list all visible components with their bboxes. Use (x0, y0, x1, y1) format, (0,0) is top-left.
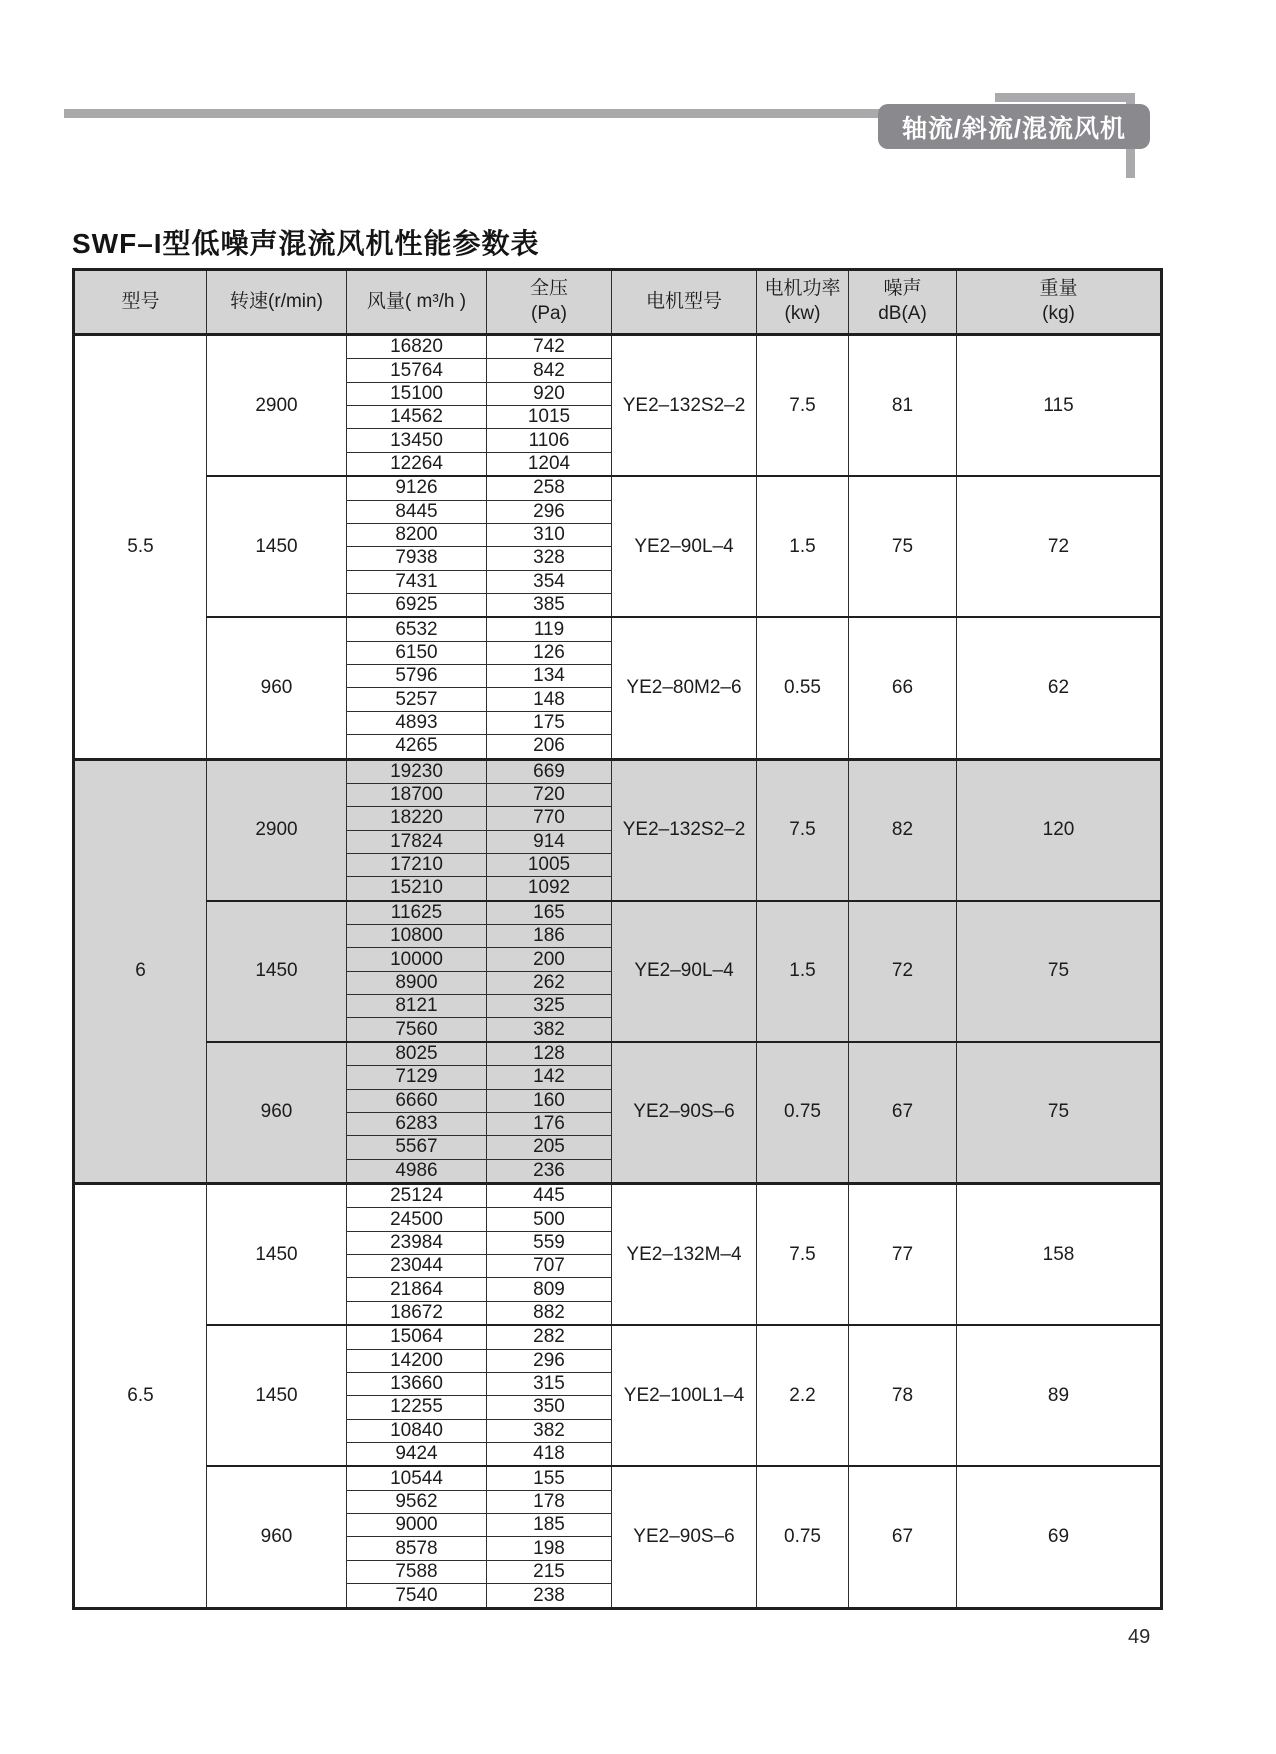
weight-cell: 69 (957, 1466, 1162, 1608)
category-banner: 轴流/斜流/混流风机 (878, 104, 1150, 149)
airflow-cell: 5796 (347, 665, 487, 688)
motor-model-cell: YE2–132S2–2 (612, 759, 757, 901)
weight-cell: 72 (957, 476, 1162, 617)
airflow-cell: 7129 (347, 1066, 487, 1089)
airflow-cell: 6532 (347, 617, 487, 641)
weight-cell: 75 (957, 901, 1162, 1042)
airflow-cell: 12264 (347, 452, 487, 476)
pressure-cell: 914 (487, 830, 612, 853)
col-header-airflow: 风量( m³/h ) (347, 270, 487, 335)
airflow-cell: 5257 (347, 688, 487, 711)
airflow-cell: 7560 (347, 1018, 487, 1042)
speed-cell: 960 (207, 1042, 347, 1184)
airflow-cell: 9562 (347, 1490, 487, 1513)
airflow-cell: 11625 (347, 901, 487, 925)
airflow-cell: 23984 (347, 1231, 487, 1254)
pressure-cell: 205 (487, 1136, 612, 1159)
table-row (74, 1184, 1162, 1208)
pressure-cell: 175 (487, 711, 612, 734)
pressure-cell: 198 (487, 1537, 612, 1560)
table-row (74, 1325, 1162, 1349)
motor-power-cell: 0.55 (757, 617, 849, 759)
pressure-cell: 385 (487, 593, 612, 617)
pressure-cell: 809 (487, 1278, 612, 1301)
airflow-cell: 4265 (347, 735, 487, 759)
pressure-cell: 354 (487, 570, 612, 593)
pressure-cell: 134 (487, 665, 612, 688)
airflow-cell: 6283 (347, 1112, 487, 1135)
pressure-cell: 707 (487, 1255, 612, 1278)
pressure-cell: 770 (487, 807, 612, 830)
airflow-cell: 23044 (347, 1255, 487, 1278)
pressure-cell: 382 (487, 1018, 612, 1042)
table-container (72, 268, 1163, 1610)
noise-cell: 78 (849, 1325, 957, 1466)
pressure-cell: 186 (487, 925, 612, 948)
airflow-cell: 8025 (347, 1042, 487, 1066)
airflow-cell: 17824 (347, 830, 487, 853)
pressure-cell: 236 (487, 1159, 612, 1183)
airflow-cell: 18220 (347, 807, 487, 830)
airflow-cell: 8200 (347, 523, 487, 546)
noise-cell: 66 (849, 617, 957, 759)
airflow-cell: 10840 (347, 1419, 487, 1442)
pressure-cell: 142 (487, 1066, 612, 1089)
pressure-cell: 720 (487, 783, 612, 806)
decor-bar-long (64, 109, 890, 118)
pressure-cell: 296 (487, 500, 612, 523)
airflow-cell: 9424 (347, 1442, 487, 1466)
weight-cell: 75 (957, 1042, 1162, 1184)
pressure-cell: 1106 (487, 429, 612, 452)
airflow-cell: 8900 (347, 971, 487, 994)
pressure-cell: 126 (487, 641, 612, 664)
pressure-cell: 206 (487, 735, 612, 759)
page-number: 49 (1128, 1626, 1151, 1648)
airflow-cell: 12255 (347, 1396, 487, 1419)
airflow-cell: 5567 (347, 1136, 487, 1159)
pressure-cell: 669 (487, 759, 612, 783)
pressure-cell: 559 (487, 1231, 612, 1254)
airflow-cell: 4986 (347, 1159, 487, 1183)
model-cell: 6.5 (74, 1184, 207, 1609)
airflow-cell: 8578 (347, 1537, 487, 1560)
col-header-pressure: 全压 (Pa) (487, 270, 612, 335)
motor-power-cell: 0.75 (757, 1042, 849, 1184)
airflow-cell: 6925 (347, 593, 487, 617)
motor-model-cell: YE2–90L–4 (612, 476, 757, 617)
page-title: SWF–I型低噪声混流风机性能参数表 (72, 228, 540, 259)
motor-model-cell: YE2–90L–4 (612, 901, 757, 1042)
speed-cell: 2900 (207, 335, 347, 477)
airflow-cell: 10800 (347, 925, 487, 948)
airflow-cell: 6660 (347, 1089, 487, 1112)
pressure-cell: 119 (487, 617, 612, 641)
noise-cell: 75 (849, 476, 957, 617)
col-header-model: 型号 (74, 270, 207, 335)
model-cell: 5.5 (74, 335, 207, 760)
pressure-cell: 296 (487, 1349, 612, 1372)
airflow-cell: 6150 (347, 641, 487, 664)
airflow-cell: 15210 (347, 877, 487, 901)
speed-cell: 960 (207, 617, 347, 759)
airflow-cell: 7938 (347, 547, 487, 570)
weight-cell: 89 (957, 1325, 1162, 1466)
airflow-cell: 16820 (347, 335, 487, 359)
pressure-cell: 176 (487, 1112, 612, 1135)
pressure-cell: 178 (487, 1490, 612, 1513)
pressure-cell: 165 (487, 901, 612, 925)
table-body (74, 335, 1162, 1609)
pressure-cell: 315 (487, 1372, 612, 1395)
speed-cell: 1450 (207, 901, 347, 1042)
noise-cell: 67 (849, 1466, 957, 1608)
airflow-cell: 15764 (347, 359, 487, 382)
airflow-cell: 9000 (347, 1514, 487, 1537)
airflow-cell: 4893 (347, 711, 487, 734)
model-cell: 6 (74, 759, 207, 1184)
airflow-cell: 14562 (347, 406, 487, 429)
table-row (74, 759, 1162, 783)
col-header-weight: 重量 (kg) (957, 270, 1162, 335)
pressure-cell: 155 (487, 1466, 612, 1490)
airflow-cell: 24500 (347, 1208, 487, 1231)
pressure-cell: 282 (487, 1325, 612, 1349)
airflow-cell: 18700 (347, 783, 487, 806)
pressure-cell: 742 (487, 335, 612, 359)
pressure-cell: 418 (487, 1442, 612, 1466)
motor-power-cell: 7.5 (757, 759, 849, 901)
weight-cell: 158 (957, 1184, 1162, 1326)
airflow-cell: 13660 (347, 1372, 487, 1395)
pressure-cell: 215 (487, 1560, 612, 1583)
speed-cell: 2900 (207, 759, 347, 901)
table-row (74, 901, 1162, 925)
col-header-power: 电机功率 (kw) (757, 270, 849, 335)
noise-cell: 72 (849, 901, 957, 1042)
speed-cell: 1450 (207, 1325, 347, 1466)
pressure-cell: 258 (487, 476, 612, 500)
airflow-cell: 7540 (347, 1584, 487, 1609)
pressure-cell: 200 (487, 948, 612, 971)
airflow-cell: 15064 (347, 1325, 487, 1349)
weight-cell: 62 (957, 617, 1162, 759)
motor-power-cell: 1.5 (757, 901, 849, 1042)
pressure-cell: 128 (487, 1042, 612, 1066)
table-row (74, 335, 1162, 359)
motor-power-cell: 2.2 (757, 1325, 849, 1466)
pressure-cell: 500 (487, 1208, 612, 1231)
noise-cell: 82 (849, 759, 957, 901)
airflow-cell: 25124 (347, 1184, 487, 1208)
pressure-cell: 1092 (487, 877, 612, 901)
airflow-cell: 21864 (347, 1278, 487, 1301)
col-header-speed: 转速(r/min) (207, 270, 347, 335)
speed-cell: 1450 (207, 476, 347, 617)
motor-power-cell: 7.5 (757, 1184, 849, 1326)
motor-model-cell: YE2–90S–6 (612, 1466, 757, 1608)
speed-cell: 960 (207, 1466, 347, 1608)
pressure-cell: 148 (487, 688, 612, 711)
weight-cell: 120 (957, 759, 1162, 901)
col-header-noise: 噪声 dB(A) (849, 270, 957, 335)
table-head (74, 270, 1162, 335)
pressure-cell: 1204 (487, 452, 612, 476)
motor-power-cell: 1.5 (757, 476, 849, 617)
decor-bar-top (995, 93, 1135, 102)
airflow-cell: 10544 (347, 1466, 487, 1490)
speed-cell: 1450 (207, 1184, 347, 1326)
airflow-cell: 17210 (347, 853, 487, 876)
table-row (74, 476, 1162, 500)
airflow-cell: 7588 (347, 1560, 487, 1583)
pressure-cell: 1015 (487, 406, 612, 429)
pressure-cell: 238 (487, 1584, 612, 1609)
pressure-cell: 882 (487, 1301, 612, 1325)
pressure-cell: 328 (487, 547, 612, 570)
airflow-cell: 8121 (347, 995, 487, 1018)
table-row (74, 1042, 1162, 1066)
noise-cell: 81 (849, 335, 957, 477)
motor-model-cell: YE2–90S–6 (612, 1042, 757, 1184)
weight-cell: 115 (957, 335, 1162, 477)
airflow-cell: 15100 (347, 382, 487, 405)
airflow-cell: 8445 (347, 500, 487, 523)
pressure-cell: 842 (487, 359, 612, 382)
airflow-cell: 9126 (347, 476, 487, 500)
airflow-cell: 19230 (347, 759, 487, 783)
pressure-cell: 310 (487, 523, 612, 546)
airflow-cell: 13450 (347, 429, 487, 452)
pressure-cell: 160 (487, 1089, 612, 1112)
noise-cell: 77 (849, 1184, 957, 1326)
noise-cell: 67 (849, 1042, 957, 1184)
table-row (74, 617, 1162, 641)
motor-model-cell: YE2–132M–4 (612, 1184, 757, 1326)
pressure-cell: 445 (487, 1184, 612, 1208)
motor-model-cell: YE2–132S2–2 (612, 335, 757, 477)
performance-table (72, 268, 1163, 1610)
airflow-cell: 14200 (347, 1349, 487, 1372)
pressure-cell: 1005 (487, 853, 612, 876)
col-header-motor: 电机型号 (612, 270, 757, 335)
motor-power-cell: 7.5 (757, 335, 849, 477)
pressure-cell: 350 (487, 1396, 612, 1419)
pressure-cell: 185 (487, 1514, 612, 1537)
pressure-cell: 382 (487, 1419, 612, 1442)
pressure-cell: 325 (487, 995, 612, 1018)
motor-model-cell: YE2–100L1–4 (612, 1325, 757, 1466)
motor-model-cell: YE2–80M2–6 (612, 617, 757, 759)
airflow-cell: 7431 (347, 570, 487, 593)
airflow-cell: 18672 (347, 1301, 487, 1325)
motor-power-cell: 0.75 (757, 1466, 849, 1608)
airflow-cell: 10000 (347, 948, 487, 971)
pressure-cell: 920 (487, 382, 612, 405)
pressure-cell: 262 (487, 971, 612, 994)
table-row (74, 1466, 1162, 1490)
